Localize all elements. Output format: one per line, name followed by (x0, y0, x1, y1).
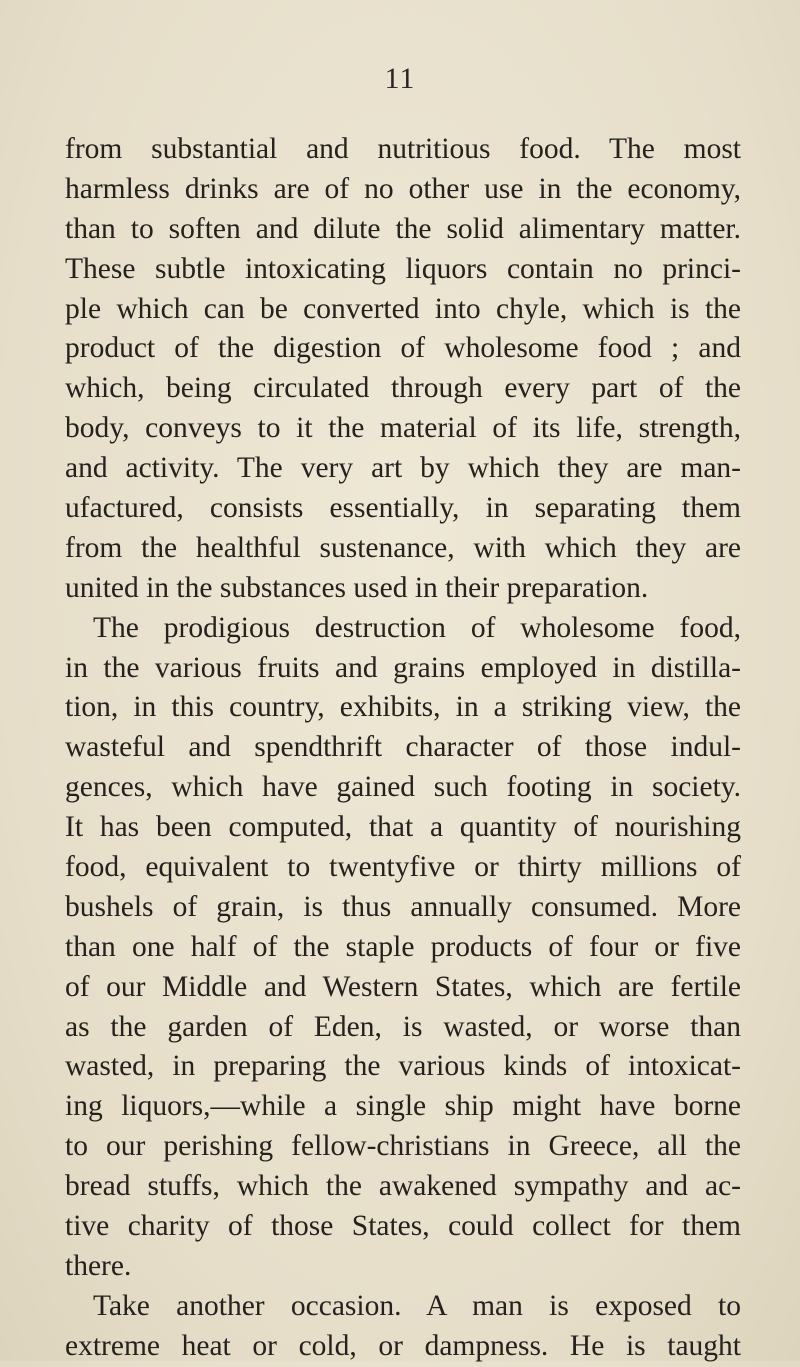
text-line: ing liquors,—while a single ship might have borne (65, 1090, 741, 1123)
text-line: and activity. The very art by which they are man- (65, 452, 741, 485)
text-line: as the garden of Eden, is wasted, or worse than (65, 1010, 741, 1043)
text-line: than to soften and dilute the solid alimentary matter. (65, 212, 741, 245)
paragraph-1 (65, 130, 741, 609)
text-line: tive charity of those States, could collect for them (65, 1210, 741, 1243)
text-line: gences, which have gained such footing in society. (65, 771, 741, 804)
text-line: there. (65, 1249, 132, 1282)
text-line: from substantial and nutritious food. The most (65, 133, 741, 165)
text-line: Take another occasion. A man is exposed to (93, 1289, 741, 1322)
text-line: body, conveys to it the material of its life, strength, (65, 412, 741, 445)
text-line: than one half of the staple products of four or five (65, 930, 741, 963)
page-number: 11 (384, 62, 416, 95)
text-line: harmless drinks are of no other use in the economy, (65, 172, 741, 205)
text-line: wasted, in preparing the various kinds of intoxicat- (65, 1050, 741, 1083)
text-line: product of the digestion of wholesome food ; and (65, 332, 741, 365)
text-line: to our perishing fellow-christians in Greece, all the (65, 1130, 741, 1163)
body-text (65, 130, 741, 1367)
text-line: in the various fruits and grains employed in distilla- (65, 651, 741, 684)
text-line: which, being circulated through every part of the (65, 372, 741, 405)
paragraph-3 (65, 1287, 741, 1367)
text-line: ple which can be converted into chyle, which is the (65, 292, 741, 325)
text-line: of our Middle and Western States, which are fertile (65, 970, 741, 1003)
text-line: food, equivalent to twentyfive or thirty millions of (65, 851, 741, 884)
text-line: bushels of grain, is thus annually consumed. More (65, 890, 741, 923)
text-line: united in the substances used in their preparation. (65, 571, 649, 604)
text-line: It has been computed, that a quantity of nourishing (65, 811, 741, 844)
paragraph-2 (65, 609, 741, 1287)
text-line: bread stuffs, which the awakened sympathy and ac- (65, 1170, 741, 1203)
text-line: wasteful and spendthrift character of those indul- (65, 731, 741, 764)
text-line: extreme heat or cold, or dampness. He is taught (65, 1329, 741, 1362)
text-line: The prodigious destruction of wholesome food, (93, 611, 741, 644)
text-line: tion, in this country, exhibits, in a striking view, the (65, 691, 741, 724)
text-line: These subtle intoxicating liquors contain no princi- (65, 252, 741, 285)
text-line: from the healthful sustenance, with which they are (65, 531, 741, 564)
text-line: ufactured, consists essentially, in separating them (65, 492, 741, 525)
